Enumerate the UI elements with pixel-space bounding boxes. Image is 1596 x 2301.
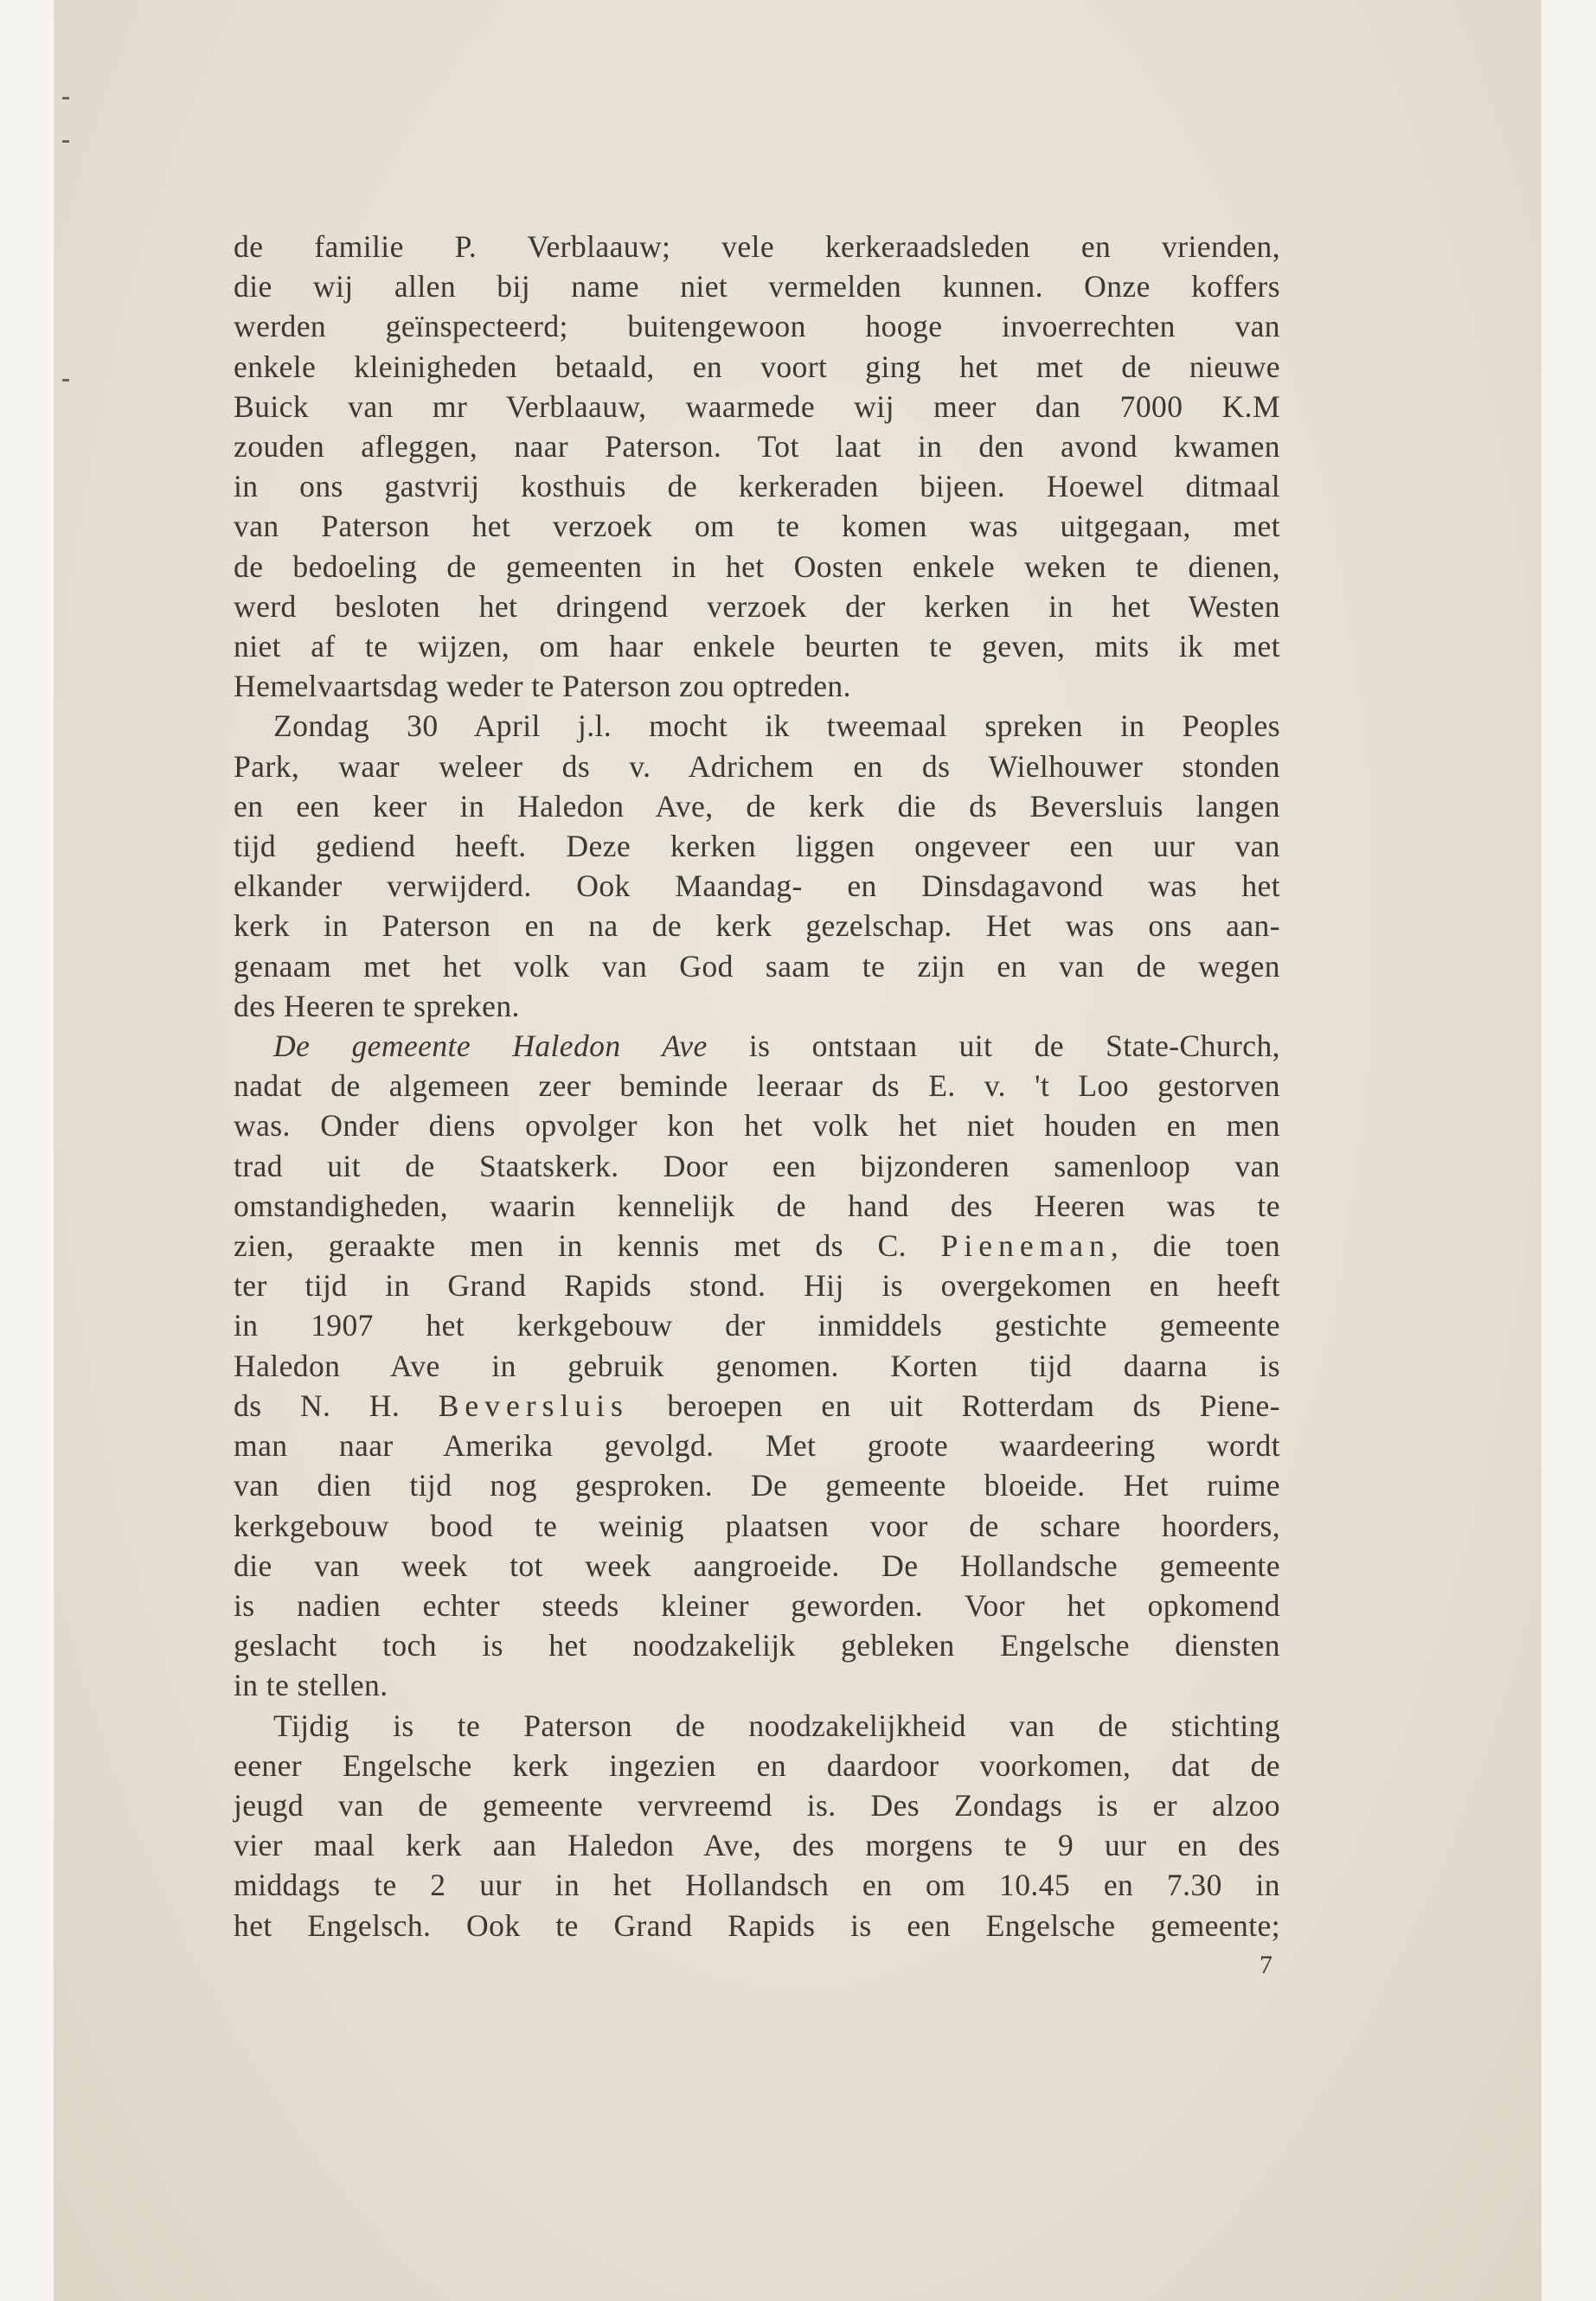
spaced-name: Pieneman [940,1228,1111,1264]
text-line: elkander verwijderd. Ook Maandag- en Dinsdagavond was het [234,868,1280,904]
text-line: ter tijd in Grand Rapids stond. Hij is overgekomen en heeft [234,1268,1280,1304]
text-fragment: beroepen en uit Rotterdam ds Piene- [628,1388,1280,1423]
text-line: in te stellen. [234,1668,388,1703]
page-number: 7 [1259,1951,1272,1979]
text-line: het Engelsch. Ook te Grand Rapids is een Engelsche gemeente; [234,1907,1280,1943]
text-line: middags te 2 uur in het Hollandsch en om 10.45 en 7.30 in [234,1868,1280,1903]
text-line: geslacht toch is het noodzakelijk gebleken Engelsche diensten [234,1628,1280,1663]
text-line: vier maal kerk aan Haledon Ave, des morgens te 9 uur en des [234,1828,1280,1863]
text-line: man naar Amerika gevolgd. Met groote waardeering wordt [234,1428,1280,1464]
text-line: werd besloten het dringend verzoek der kerken in het Westen [234,588,1280,624]
text-line: genaam met het volk van God saam te zijn en van de wegen [234,948,1280,984]
text-line: zouden afleggen, naar Paterson. Tot laat in den avond kwamen [234,429,1280,465]
edge-mark [62,140,69,143]
body-text [234,227,1280,1945]
text-line: in ons gastvrij kosthuis de kerkeraden bijeen. Hoewel ditmaal [234,469,1280,504]
text-line: kerk in Paterson en na de kerk gezelschap. Het was ons aan- [234,908,1280,944]
text-fragment: zien, geraakte men in kennis met ds C. [234,1228,941,1264]
text-line: eener Engelsche kerk ingezien en daardoor voorkomen, dat de [234,1747,1280,1783]
spaced-name: Beversluis [438,1388,629,1423]
text-line: Hemelvaartsdag weder te Paterson zou optreden. [234,669,851,704]
text-line: nadat de algemeen zeer beminde leeraar ds E. v. 't Loo gestorven [234,1068,1280,1104]
text-line: enkele kleinigheden betaald, en voort ging het met de nieuwe [234,349,1280,384]
edge-mark [62,97,69,99]
text-line: Tijdig is te Paterson de noodzakelijkheid van de stichting [273,1708,1280,1743]
italic-heading: De gemeente Haledon Ave [273,1029,708,1064]
text-line: niet af te wijzen, om haar enkele beurten te geven, mits ik met [234,629,1280,664]
text-line: Zondag 30 April j.l. mocht ik tweemaal spreken in Peoples [273,708,1280,744]
text-line: van Paterson het verzoek om te komen was uitgegaan, met [234,509,1280,544]
text-line [234,1026,1280,1066]
text-line: en een keer in Haledon Ave, de kerk die ds Beversluis langen [234,788,1280,824]
text-line: omstandigheden, waarin kennelijk de hand des Heeren was te [234,1188,1280,1223]
text-line: de bedoeling de gemeenten in het Oosten enkele weken te dienen, [234,548,1280,584]
text-line: trad uit de Staatskerk. Door een bijzonderen samenloop van [234,1148,1280,1183]
text-line: Park, waar weleer ds v. Adrichem en ds Wielhouwer stonden [234,748,1280,784]
text-line [234,1386,1280,1426]
text-line: is nadien echter steeds kleiner geworden. Voor het opkomend [234,1587,1280,1623]
text-fragment: is ontstaan uit de State-Church, [707,1029,1280,1064]
text-line: werden geïnspecteerd; buitengewoon hooge invoerrechten van [234,309,1280,344]
text-line: die van week tot week aangroeide. De Hollandsche gemeente [234,1548,1280,1583]
text-line: Haledon Ave in gebruik genomen. Korten tijd daarna is [234,1348,1280,1383]
edge-mark [62,379,69,381]
text-fragment: ds N. H. [234,1388,439,1423]
text-line: Buick van mr Verblaauw, waarmede wij meer dan 7000 K.M [234,388,1280,424]
text-line [234,1226,1280,1266]
text-line: die wij allen bij name niet vermelden kunnen. Onze koffers [234,269,1280,304]
text-fragment: , die toen [1110,1228,1281,1264]
text-line: des Heeren te spreken. [234,988,520,1023]
text-line: jeugd van de gemeente vervreemd is. Des Zondags is er alzoo [234,1787,1280,1823]
text-line: in 1907 het kerkgebouw der inmiddels gestichte gemeente [234,1308,1280,1343]
text-line: de familie P. Verblaauw; vele kerkeraadsleden en vrienden, [234,229,1280,264]
text-line: tijd gediend heeft. Deze kerken liggen ongeveer een uur van [234,829,1280,864]
text-line: kerkgebouw bood te weinig plaatsen voor de schare hoorders, [234,1508,1280,1543]
text-line: was. Onder diens opvolger kon het volk het niet houden en men [234,1108,1280,1144]
text-line: van dien tijd nog gesproken. De gemeente bloeide. Het ruime [234,1468,1280,1503]
